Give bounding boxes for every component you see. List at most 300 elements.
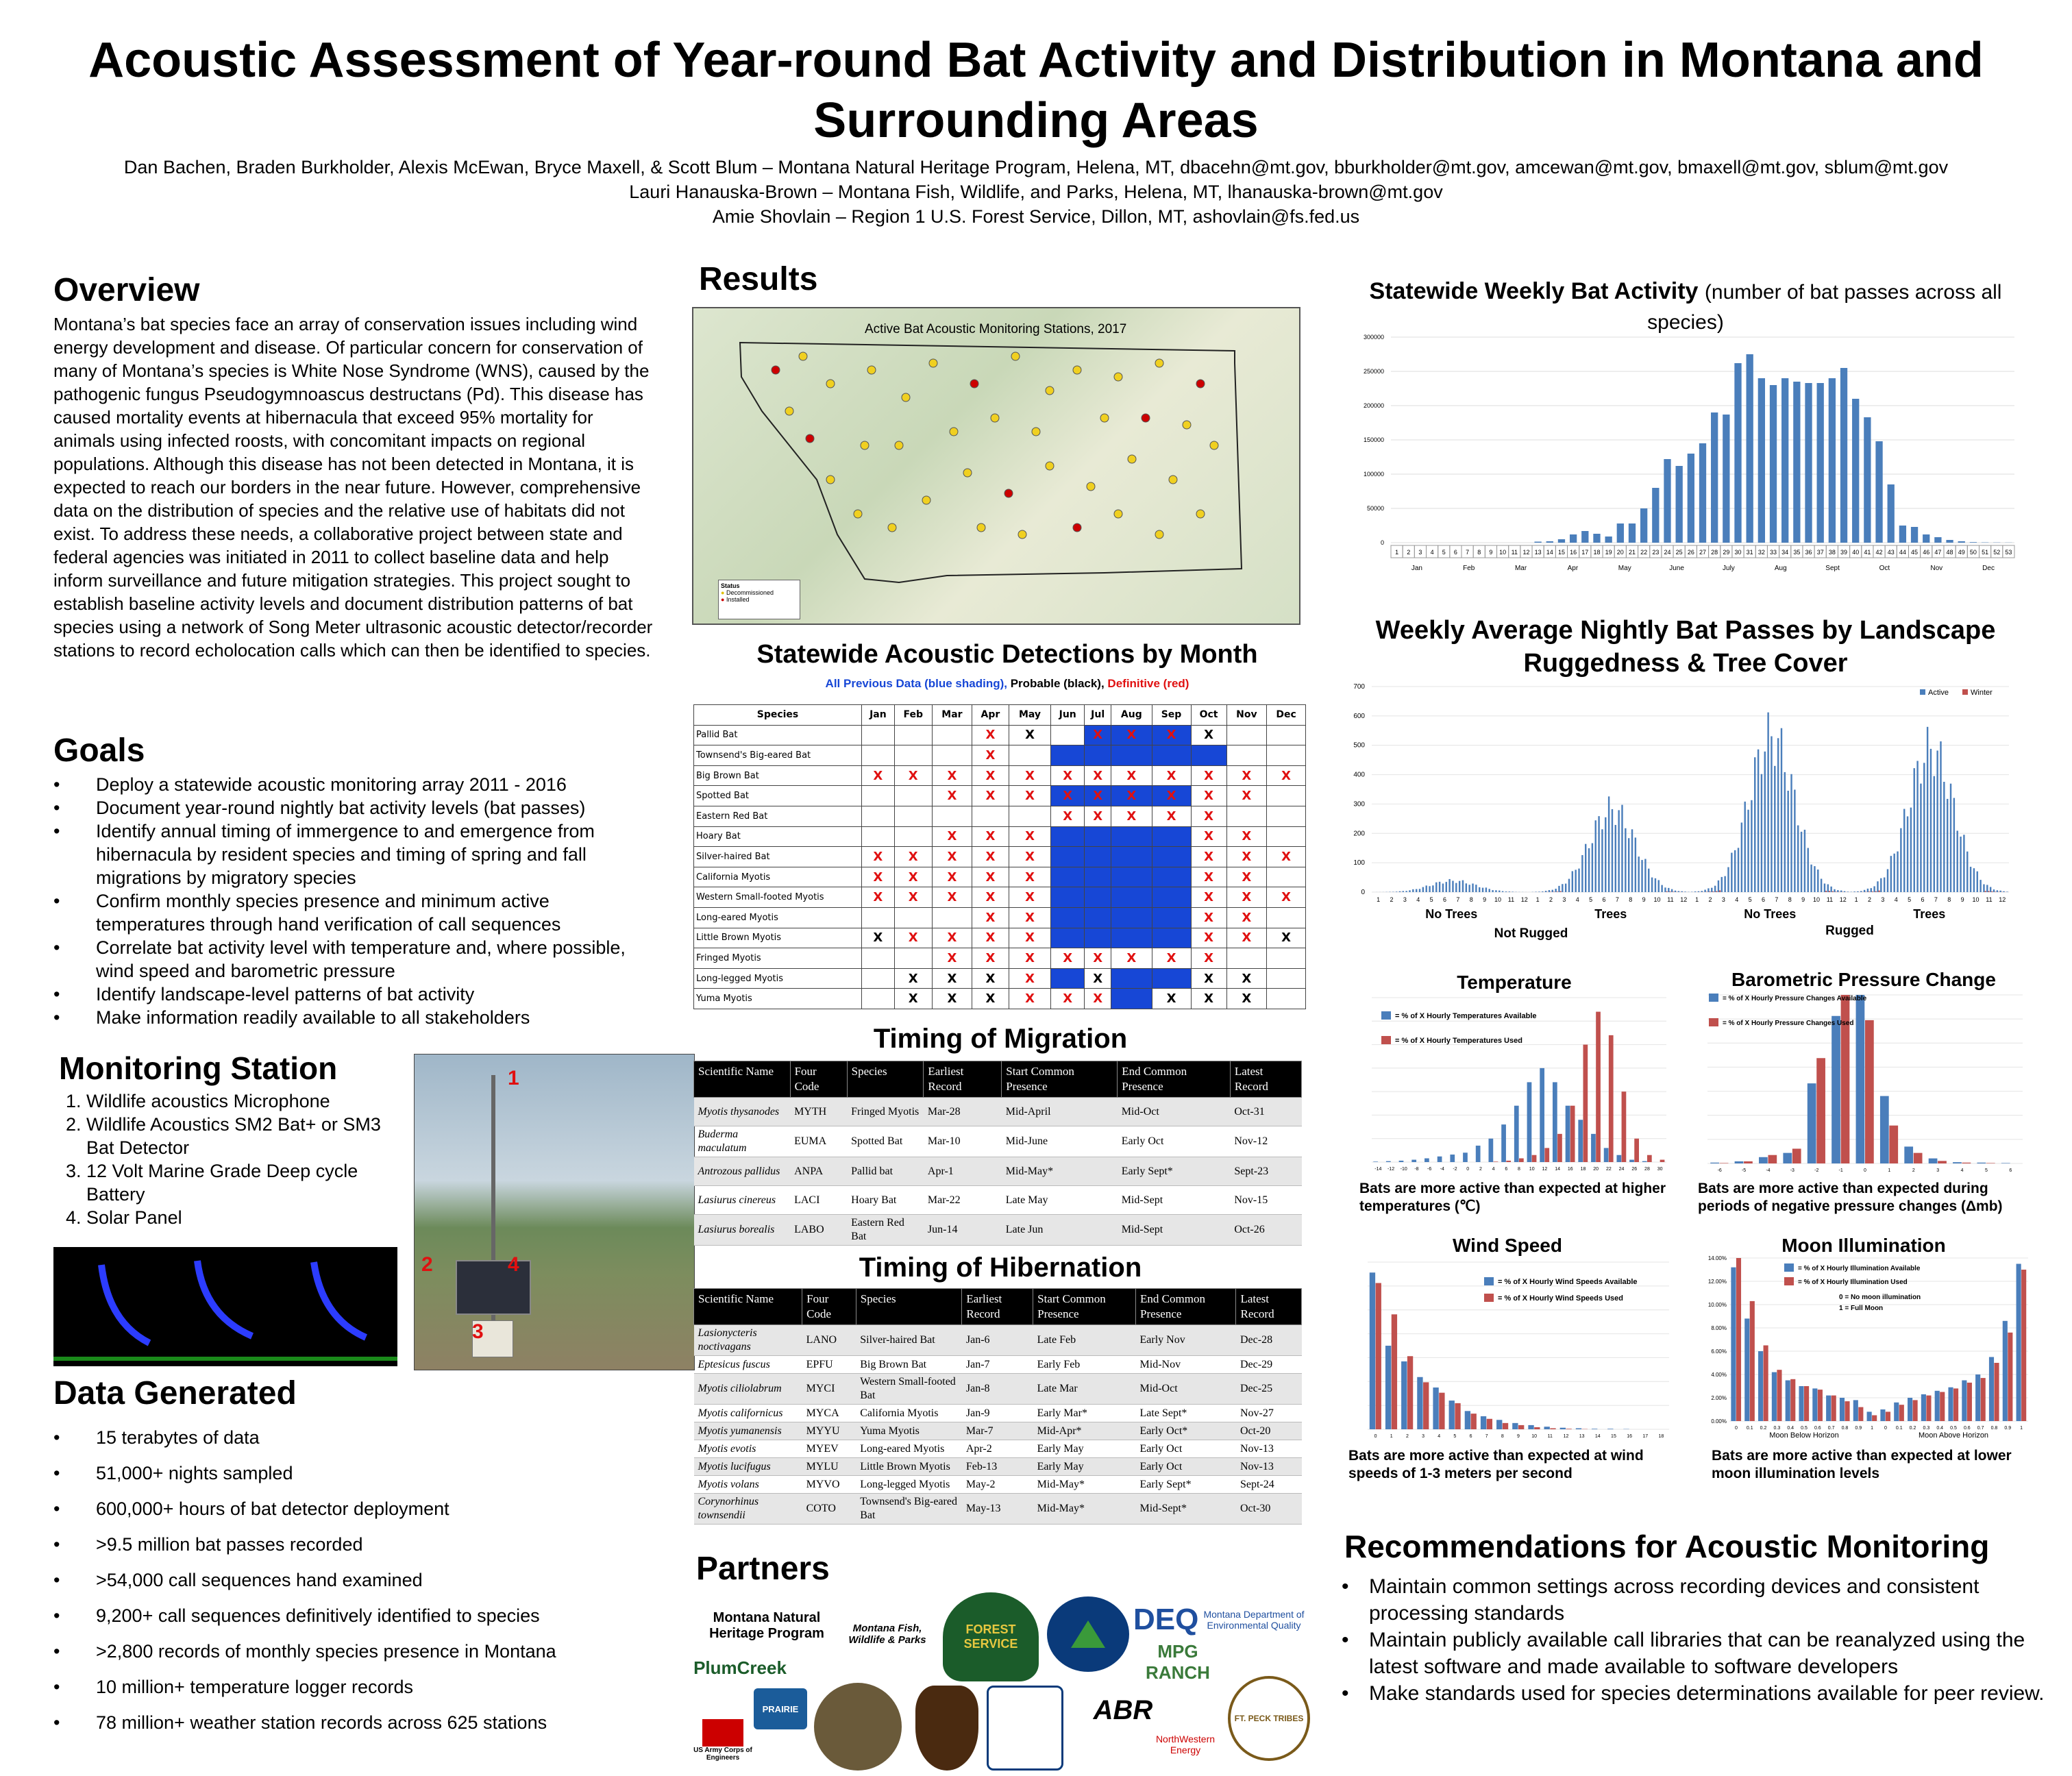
detection-cell: [894, 907, 932, 928]
landscape-bar: [1890, 856, 1892, 892]
table-cell: Hoary Bat: [847, 1186, 924, 1215]
table-cell: Dec-28: [1236, 1325, 1302, 1356]
station-dot: [854, 510, 862, 518]
detection-cell: [1152, 847, 1191, 867]
pressure-title: Barometric Pressure Change: [1731, 969, 1996, 990]
column-header: Start Common Presence: [1002, 1061, 1118, 1098]
list-number: 3.: [66, 1161, 82, 1181]
recommendation-item: • Maintain common settings across recording devices and consistent processing standards: [1342, 1573, 2054, 1627]
used-bar: [1518, 1425, 1524, 1429]
detection-cell: [894, 948, 932, 969]
detection-cell: X: [1226, 826, 1267, 847]
detection-cell: [1051, 725, 1085, 745]
landscape-winter-bar: [1988, 891, 1990, 892]
x-tick-label: 0: [1864, 1168, 1866, 1173]
species-header: Species: [694, 705, 862, 726]
detection-cell: X: [972, 989, 1009, 1009]
month-number: 5: [1748, 896, 1752, 903]
used-bar: [1557, 1134, 1562, 1162]
logo-ft-peck: FT. PECK TRIBES: [1228, 1676, 1310, 1761]
detection-cell: X: [894, 887, 932, 908]
available-bar: [1812, 1388, 1817, 1421]
landscape-bar: [1608, 796, 1610, 892]
table-cell: EUMA: [790, 1126, 847, 1157]
landscape-bar: [1983, 885, 1984, 892]
station-dot: [861, 441, 869, 449]
available-bar: [1463, 1152, 1468, 1162]
table-cell: Mar-22: [924, 1186, 1002, 1215]
available-bar: [1476, 1146, 1481, 1162]
detection-cell: X: [972, 786, 1009, 806]
table-row: [694, 1458, 1302, 1476]
table-cell: Lasiurus cinereus: [694, 1186, 791, 1215]
detection-cell: X: [1051, 786, 1085, 806]
column-header: Start Common Presence: [1033, 1289, 1136, 1325]
used-bar: [1570, 1106, 1575, 1162]
table-cell: Pallid bat: [847, 1157, 924, 1186]
landscape-bar: [1535, 891, 1536, 892]
used-bar: [1940, 1392, 1945, 1422]
table-cell: Early Oct: [1136, 1440, 1236, 1458]
landscape-bar: [1934, 776, 1935, 892]
table-cell: Myotis volans: [694, 1476, 802, 1494]
landscape-winter-bar: [1666, 891, 1668, 892]
station-dot: [970, 380, 978, 388]
month-number: 6: [1762, 896, 1766, 903]
station-dot: [991, 414, 999, 422]
available-bar: [1867, 1411, 1872, 1421]
weekly-bar: [1581, 531, 1588, 543]
logo-deq-text: Montana Department of Environmental Quality: [1203, 1609, 1305, 1631]
month-number: 6: [1602, 896, 1606, 903]
x-tick-label: 0: [1734, 1426, 1738, 1431]
landscape-bar: [1777, 738, 1779, 892]
detection-cell: X: [1152, 806, 1191, 826]
week-label: 9: [1489, 549, 1493, 556]
detection-cell: X: [1009, 826, 1051, 847]
detection-cell: X: [1152, 786, 1191, 806]
table-row: [694, 1476, 1302, 1494]
logo-plumcreek: PlumCreek: [693, 1657, 787, 1678]
week-label: 5: [1442, 549, 1446, 556]
available-bar: [1735, 1161, 1744, 1163]
detection-cell: [862, 786, 895, 806]
detection-cell: X: [1111, 806, 1152, 826]
landscape-bar: [1681, 891, 1682, 892]
x-tick-label: 12: [1563, 1434, 1569, 1439]
used-bar: [1981, 1378, 1986, 1421]
x-tick-label: 6: [2009, 1168, 2012, 1173]
detection-cell: X: [1085, 948, 1111, 969]
landscape-bar: [1565, 884, 1566, 892]
detection-cell: X: [972, 887, 1009, 908]
column-header: Species: [847, 1061, 924, 1098]
weekly-bar: [1805, 383, 1812, 543]
week-label: 4: [1430, 549, 1434, 556]
landscape-bar: [1970, 867, 1971, 892]
y-tick-label: 0: [1361, 889, 1365, 896]
detection-cell: [894, 826, 932, 847]
legend-used-label: = % of X Hourly Wind Speeds Used: [1498, 1294, 1623, 1303]
detection-cell: X: [932, 968, 972, 989]
temperature-caption: Bats are more active than expected at higher temperatures (℃): [1359, 1181, 1666, 1214]
landscape-bar: [1422, 887, 1424, 892]
table-cell: Mid-Sept: [1118, 1215, 1231, 1246]
month-header: Nov: [1226, 705, 1267, 726]
detection-cell: X: [1191, 786, 1226, 806]
landscape-bar: [1568, 879, 1570, 892]
legend-used-label: = % of X Hourly Temperatures Used: [1395, 1037, 1522, 1045]
landscape-bar: [1973, 868, 1975, 892]
detection-cell: X: [1226, 847, 1267, 867]
landscape-bar: [1953, 798, 1955, 892]
available-bar: [1989, 1357, 1994, 1422]
used-bar: [1519, 1159, 1524, 1162]
detection-cell: [862, 826, 895, 847]
week-label: 27: [1699, 549, 1707, 556]
partners-heading: Partners: [696, 1551, 830, 1587]
landscape-bar: [1684, 891, 1686, 892]
used-bar: [1899, 1405, 1904, 1421]
table-cell: Lasionycteris noctivagans: [694, 1325, 802, 1356]
landscape-bar: [1405, 891, 1407, 892]
station-dot: [1155, 530, 1163, 539]
logo-prairie: PRAIRIE: [754, 1688, 807, 1729]
station-dot: [826, 476, 835, 484]
detection-cell: [1111, 928, 1152, 948]
legend-available-label: = % of X Hourly Wind Speeds Available: [1498, 1278, 1638, 1286]
week-label: 49: [1958, 549, 1965, 556]
detection-cell: X: [1009, 887, 1051, 908]
detection-cell: [1226, 725, 1267, 745]
legend-available-label: = % of X Hourly Illumination Available: [1798, 1265, 1921, 1272]
landscape-bar: [1711, 888, 1712, 892]
table-cell: Mid-June: [1002, 1126, 1118, 1157]
x-tick-label: 0.9: [2004, 1426, 2012, 1431]
detection-cell: X: [1267, 928, 1306, 948]
month-number: 12: [1680, 896, 1688, 903]
photo-label-1: 1: [508, 1067, 519, 1089]
used-bar: [1872, 1416, 1877, 1422]
x-tick-label: 0.5: [1950, 1426, 1957, 1431]
available-bar: [1373, 1161, 1378, 1162]
table-cell: Early May: [1033, 1440, 1136, 1458]
y-tick-label: 250000: [1363, 368, 1384, 375]
detection-cell: [1051, 928, 1085, 948]
x-tick-label: -2: [1814, 1168, 1819, 1173]
landscape-bar: [1767, 713, 1768, 892]
weekly-bar: [1946, 540, 1953, 543]
landscape-bar: [1774, 766, 1775, 892]
month-number: 7: [1775, 896, 1779, 903]
week-label: 30: [1734, 549, 1742, 556]
table-cell: MYTH: [790, 1098, 847, 1126]
weekly-bar: [1747, 354, 1753, 543]
legend-installed-label: Installed: [726, 596, 750, 603]
week-label: 45: [1911, 549, 1919, 556]
detection-cell: X: [1111, 725, 1152, 745]
week-label: 18: [1593, 549, 1601, 556]
table-cell: COTO: [802, 1494, 856, 1525]
detection-cell: [1111, 745, 1152, 766]
x-tick-label: 18: [1658, 1434, 1664, 1439]
landscape-winter-bar: [1706, 891, 1707, 892]
available-bar: [1853, 1400, 1858, 1421]
landscape-bar: [1814, 866, 1815, 892]
detection-cell: [1085, 907, 1111, 928]
landscape-bar: [1824, 884, 1825, 892]
available-bar: [2003, 1321, 2008, 1421]
landscape-bar: [1648, 869, 1649, 892]
goal-item: • Deploy a statewide acoustic monitoring array 2011 - 2016: [53, 773, 663, 796]
recommendation-item: • Maintain publicly available call libraries that can be reanalyzed using the latest software and made available to software developers: [1342, 1627, 2054, 1680]
available-bar: [1566, 1106, 1570, 1162]
landscape-bar: [1644, 859, 1646, 892]
station-dot: [950, 428, 958, 436]
available-bar: [1386, 1161, 1391, 1162]
species-name: Little Brown Myotis: [694, 928, 862, 948]
week-label: 28: [1711, 549, 1718, 556]
available-bar: [1433, 1388, 1438, 1429]
station-dot: [1087, 482, 1095, 491]
table-row: [694, 1157, 1302, 1186]
available-bar: [1399, 1161, 1404, 1162]
month-header: Jan: [862, 705, 895, 726]
detection-cell: X: [1085, 725, 1111, 745]
legend-decommissioned: [721, 589, 798, 596]
station-dot: [772, 366, 780, 374]
week-label: 40: [1852, 549, 1860, 556]
detection-cell: [1152, 968, 1191, 989]
detection-cell: [1009, 806, 1051, 826]
landscape-bar: [1893, 854, 1895, 892]
species-name: Eastern Red Bat: [694, 806, 862, 826]
data-item: • 15 terabytes of data: [53, 1420, 670, 1455]
detection-cell: [1051, 887, 1085, 908]
landscape-bar: [1860, 891, 1862, 892]
landscape-winter-bar: [1829, 891, 1830, 892]
week-label: 12: [1522, 549, 1530, 556]
table-cell: Late Jun: [1002, 1215, 1118, 1246]
y-tick-label: 200000: [1363, 402, 1384, 409]
landscape-bar: [1628, 838, 1629, 892]
table-cell: Mid-May*: [1033, 1476, 1136, 1494]
map-legend: [718, 580, 800, 619]
x-tick-label: 17: [1642, 1434, 1649, 1439]
weekly-bar: [1593, 534, 1600, 543]
month-header: Mar: [932, 705, 972, 726]
table-cell: Mar-28: [924, 1098, 1002, 1126]
available-bar: [1465, 1411, 1470, 1429]
used-bar: [1455, 1403, 1460, 1429]
pressure-caption: Bats are more active than expected during periods of negative pressure changes (Δmb): [1698, 1181, 2003, 1214]
landscape-chart-title: Weekly Average Nightly Bat Passes by Landscape Ruggedness & Tree Cover: [1375, 616, 1996, 678]
detection-row: [694, 806, 1306, 826]
detection-cell: [1111, 867, 1152, 887]
landscape-bar: [1787, 791, 1788, 892]
week-label: 51: [1982, 549, 1989, 556]
week-label: 10: [1499, 549, 1507, 556]
week-label: 44: [1899, 549, 1906, 556]
legend-used-swatch: [1709, 1018, 1718, 1026]
month-number: 3: [1403, 896, 1407, 903]
logo-usace-label: US Army Corps of Engineers: [693, 1747, 752, 1762]
available-bar: [1560, 1428, 1566, 1429]
detection-cell: X: [1051, 765, 1085, 786]
landscape-bar: [1914, 768, 1915, 892]
table-cell: Long-eared Myotis: [856, 1440, 962, 1458]
detection-row: [694, 989, 1306, 1009]
detection-cell: X: [1009, 867, 1051, 887]
legend-decommissioned-label: Decommissioned: [726, 589, 774, 596]
detection-cell: X: [1009, 765, 1051, 786]
month-number: 9: [1960, 896, 1964, 903]
used-bar: [1816, 1058, 1825, 1163]
detection-cell: X: [1009, 847, 1051, 867]
month-number: 7: [1615, 896, 1619, 903]
x-tick-label: 5: [1453, 1434, 1457, 1439]
table-cell: Jan-9: [962, 1405, 1033, 1422]
available-bar: [1385, 1346, 1391, 1429]
landscape-winter-bar: [1875, 891, 1877, 892]
detections-legend: [692, 677, 1322, 691]
week-label: 19: [1605, 549, 1612, 556]
y-tick-label: 12.00%: [1707, 1279, 1727, 1285]
used-bar: [1750, 1301, 1755, 1421]
used-bar: [1471, 1414, 1477, 1429]
table-cell: Early Sept*: [1136, 1476, 1236, 1494]
table-cell: May-13: [962, 1494, 1033, 1525]
species-name: Western Small-footed Myotis: [694, 887, 862, 908]
landscape-bar: [1409, 890, 1410, 892]
available-bar: [1840, 1398, 1845, 1421]
landscape-bar: [1910, 808, 1912, 892]
weekly-bar: [1570, 534, 1577, 543]
detection-cell: [862, 907, 895, 928]
table-cell: MYEV: [802, 1440, 856, 1458]
detection-cell: X: [972, 968, 1009, 989]
x-tick-label: 2: [1479, 1167, 1482, 1172]
goal-item: • Make information readily available to all stakeholders: [53, 1006, 663, 1029]
landscape-bar: [1601, 829, 1603, 892]
x-tick-label: 10: [1531, 1434, 1538, 1439]
used-bar: [1487, 1419, 1492, 1429]
month-label: June: [1669, 565, 1684, 572]
weekly-bar: [1852, 399, 1859, 543]
castle-icon: [702, 1719, 743, 1747]
month-number: 8: [1469, 896, 1473, 903]
logo-deq: DEQ: [1133, 1603, 1199, 1636]
detection-cell: X: [1191, 887, 1226, 908]
used-bar: [1494, 1161, 1498, 1162]
detection-cell: [1267, 745, 1306, 766]
week-label: 22: [1640, 549, 1648, 556]
week-label: 32: [1758, 549, 1765, 556]
detection-cell: [862, 968, 895, 989]
month-header: May: [1009, 705, 1051, 726]
legend-used-swatch: [1484, 1294, 1494, 1302]
landscape-bar: [1873, 886, 1875, 892]
landscape-bar: [1466, 883, 1467, 892]
used-bar: [1736, 1258, 1741, 1421]
goal-item: • Identify landscape-level patterns of bat activity: [53, 983, 663, 1006]
weekly-bar: [1558, 539, 1565, 543]
used-bar: [1832, 1396, 1836, 1421]
used-bar: [1744, 1161, 1753, 1163]
table-cell: Late Sept*: [1136, 1405, 1236, 1422]
detection-cell: X: [1111, 786, 1152, 806]
landscape-bar: [1698, 891, 1699, 892]
table-cell: Mid-Nov: [1136, 1356, 1236, 1374]
detection-cell: [1152, 907, 1191, 928]
landscape-bar: [1542, 891, 1543, 892]
landscape-bar: [1781, 728, 1782, 892]
x-tick-label: 0.6: [1814, 1426, 1821, 1431]
x-tick-label: 3: [1422, 1434, 1425, 1439]
month-number: 10: [1813, 896, 1821, 903]
landscape-supergroup-label: Rugged: [1825, 924, 1874, 938]
authors-line-2: Lauri Hanauska-Brown – Montana Fish, Wildlife, and Parks, Helena, MT, lhanauska-brown@mt.gov: [629, 182, 1443, 202]
landscape-bar: [1625, 828, 1626, 892]
landscape-winter-bar: [1879, 891, 1880, 892]
detection-cell: [1111, 847, 1152, 867]
monitoring-item: [58, 1113, 400, 1159]
month-number: 11: [1826, 896, 1834, 903]
table-cell: Early Sept*: [1118, 1157, 1231, 1186]
landscape-bar: [1562, 884, 1563, 892]
used-bar: [1953, 1388, 1958, 1421]
weekly-bar: [1781, 378, 1788, 543]
x-tick-label: 0.8: [1990, 1426, 1998, 1431]
table-cell: Oct-30: [1236, 1494, 1302, 1525]
yellow-dot-icon: ●: [721, 589, 725, 596]
x-tick-label: 3: [1936, 1168, 1940, 1173]
table-cell: LACI: [790, 1186, 847, 1215]
detection-cell: X: [1226, 907, 1267, 928]
legend-active-label: Active: [1928, 689, 1949, 697]
legend-available-swatch: [1484, 1277, 1494, 1285]
month-header: Feb: [894, 705, 932, 726]
landscape-bar: [1439, 882, 1440, 892]
detection-cell: [932, 745, 972, 766]
landscape-bar: [1545, 891, 1546, 892]
station-dot: [895, 441, 903, 449]
landscape-bar: [1738, 848, 1739, 892]
y-tick-label: 8.00%: [1711, 1325, 1727, 1331]
data-generated-heading: Data Generated: [53, 1375, 297, 1411]
available-bar: [1953, 1162, 1962, 1163]
landscape-bar: [1505, 891, 1507, 892]
x-tick-label: 26: [1631, 1167, 1638, 1172]
month-number: 7: [1934, 896, 1938, 903]
pressure-chart: [1694, 989, 2030, 1177]
used-bar: [1550, 1428, 1555, 1429]
table-cell: Myotis californicus: [694, 1405, 802, 1422]
detection-cell: X: [862, 887, 895, 908]
week-label: 39: [1840, 549, 1848, 556]
detection-cell: X: [1009, 786, 1051, 806]
month-label: May: [1618, 565, 1631, 572]
landscape-bar: [1664, 887, 1666, 892]
column-header: Four Code: [802, 1289, 856, 1325]
landscape-bar: [1727, 867, 1729, 892]
landscape-bar: [1724, 876, 1725, 892]
station-dot: [1073, 523, 1081, 532]
station-dot: [1100, 414, 1109, 422]
detection-cell: [862, 725, 895, 745]
y-tick-label: 600: [1353, 712, 1365, 720]
used-bar: [1967, 1383, 1972, 1421]
